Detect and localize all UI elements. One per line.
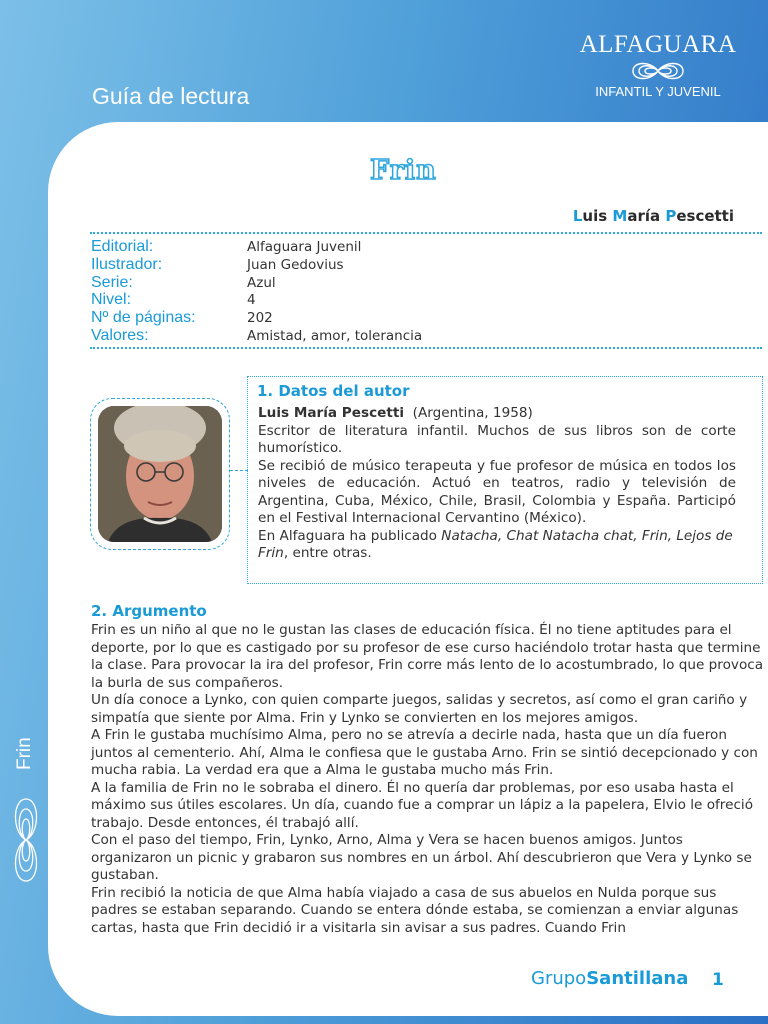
info-row-ilustrador [91, 256, 422, 274]
footer-brand-light: Grupo [531, 968, 587, 989]
info-row-editorial [91, 238, 422, 256]
info-value: Juan Gedovius [247, 256, 344, 273]
info-value: Azul [247, 274, 276, 291]
info-key: Valores: [91, 326, 149, 344]
brand-subtitle: INFANTIL Y JUVENIL [595, 84, 721, 99]
info-key: Nº de páginas: [91, 309, 196, 327]
info-value: Alfaguara Juvenil [247, 239, 362, 255]
argumento-paragraph: Un día conoce a Lynko, con quien comparte juegos, salidas y secretos, así como el gran cariño y simpatía que siente por Alma. Frin y Lynko se convierten en los mejores amigos. [91, 692, 748, 726]
author-initial-p: P [665, 207, 677, 225]
author-part: aría [627, 207, 666, 225]
argumento-paragraph: Frin es un niño al que no le gustan las clases de educación física. Él no tiene aptitudes para el deporte, por lo que es castigado por su profesor de ese curso haciéndolo trotar hasta que termine la clase. Para provocar la ira del profesor, Frin corre más lento de lo acostumbrado, lo que provoca la burla de sus compañeros. [91, 622, 764, 691]
author-origin: (Argentina, 1958) [412, 405, 533, 421]
author-part: uis [582, 207, 613, 225]
argumento-paragraph: Frin recibió la noticia de que Alma había viajado a casa de sus abuelos en Nulda porque sus padres se estaban separando. Cuando se entera dónde estaba, se comienzan a enviar algunas cartas, hasta que Frin decidió ir a visitarla sin avisar a sus padres. Cuando Frin [91, 884, 739, 936]
info-value: Amistad, amor, tolerancia [247, 327, 423, 344]
author-portrait-image [98, 406, 222, 542]
divider-bottom [90, 347, 762, 349]
author-initial-l: L [572, 207, 583, 225]
divider-top [90, 232, 762, 234]
author-bio-p1: Escritor de literatura infantil. Muchos de sus libros son de corte humorístico. [258, 422, 736, 456]
book-info-table [91, 238, 422, 345]
info-row-paginas [91, 309, 422, 327]
author-initial-m: M [612, 207, 628, 225]
author-book-titles: Natacha, Chat Natacha chat, Frin, Lejos de Frin [258, 527, 733, 561]
info-row-serie [91, 274, 422, 292]
info-row-valores [91, 327, 422, 345]
footer-brand [531, 968, 688, 989]
author-name-line [258, 405, 736, 423]
author-bio-p2: Se recibió de músico terapeuta y fue profesor de música en todos los niveles de educación. Actuó en teatros, radio y televisión de Argentina, Cuba, México, Chile, Brasil, Colombia y España. Participó en el Festival Internacional Cervantino (México). [258, 457, 736, 526]
author-name: Luis María Pescetti [258, 405, 405, 421]
author-photo [98, 406, 222, 542]
info-key: Nivel: [91, 291, 132, 309]
author-bio-p3 [258, 528, 736, 563]
argumento-paragraph: Con el paso del tiempo, Frin, Lynko, Arno, Alma y Vera se hacen buenos amigos. Juntos organizaron un picnic y grabaron sus nombres en un árbol. Ahí descubrieron que Vera y Lynko se gustaban. [91, 832, 752, 883]
info-key: Editorial: [91, 238, 154, 255]
book-author [573, 207, 734, 225]
section-title-argumento: 2. Argumento [91, 602, 207, 620]
side-knot-icon [6, 785, 46, 895]
argumento-paragraph: A la familia de Frin no le sobraba el dinero. Él no quería dar problemas, por eso usaba hasta el máximo sus útiles escolares. Un día, cuando fue a comprar un lápiz a la papelera, Elvio le ofreció trabajo. Desde entonces, él trabajó allí. [91, 779, 754, 831]
info-key: Serie: [91, 273, 133, 291]
publisher-logo [578, 32, 738, 99]
argumento-body [91, 622, 766, 937]
info-row-nivel [91, 291, 422, 309]
author-part: escetti [676, 207, 734, 225]
footer-brand-bold: Santillana [586, 968, 689, 989]
author-bio-p3-suffix: , entre otras. [283, 545, 372, 561]
page-number: 1 [712, 970, 724, 990]
side-label: Frin [14, 737, 35, 770]
info-value: 4 [247, 292, 256, 309]
info-key: Ilustrador: [91, 255, 163, 273]
info-value: 202 [247, 310, 273, 327]
book-title: Frin [370, 155, 437, 186]
header-title: Guía de lectura [92, 83, 250, 109]
author-bio-p3-prefix: En Alfaguara ha publicado [258, 527, 442, 544]
author-bio [258, 405, 736, 563]
photo-connector [230, 470, 248, 471]
infinity-knot-icon [623, 58, 693, 84]
brand-name: ALFAGUARA [579, 31, 737, 58]
section-title-autor: 1. Datos del autor [257, 382, 410, 400]
argumento-paragraph: A Frin le gustaba muchísimo Alma, pero no se atrevía a decirle nada, hasta que un día fueron juntos al cementerio. Ahí, Alma le confiesa que le gustaba Arno. Frin se sintió decepcionado y con mucha rabia. La verdad era que a Alma le gustaba mucho más Frin. [91, 727, 758, 778]
